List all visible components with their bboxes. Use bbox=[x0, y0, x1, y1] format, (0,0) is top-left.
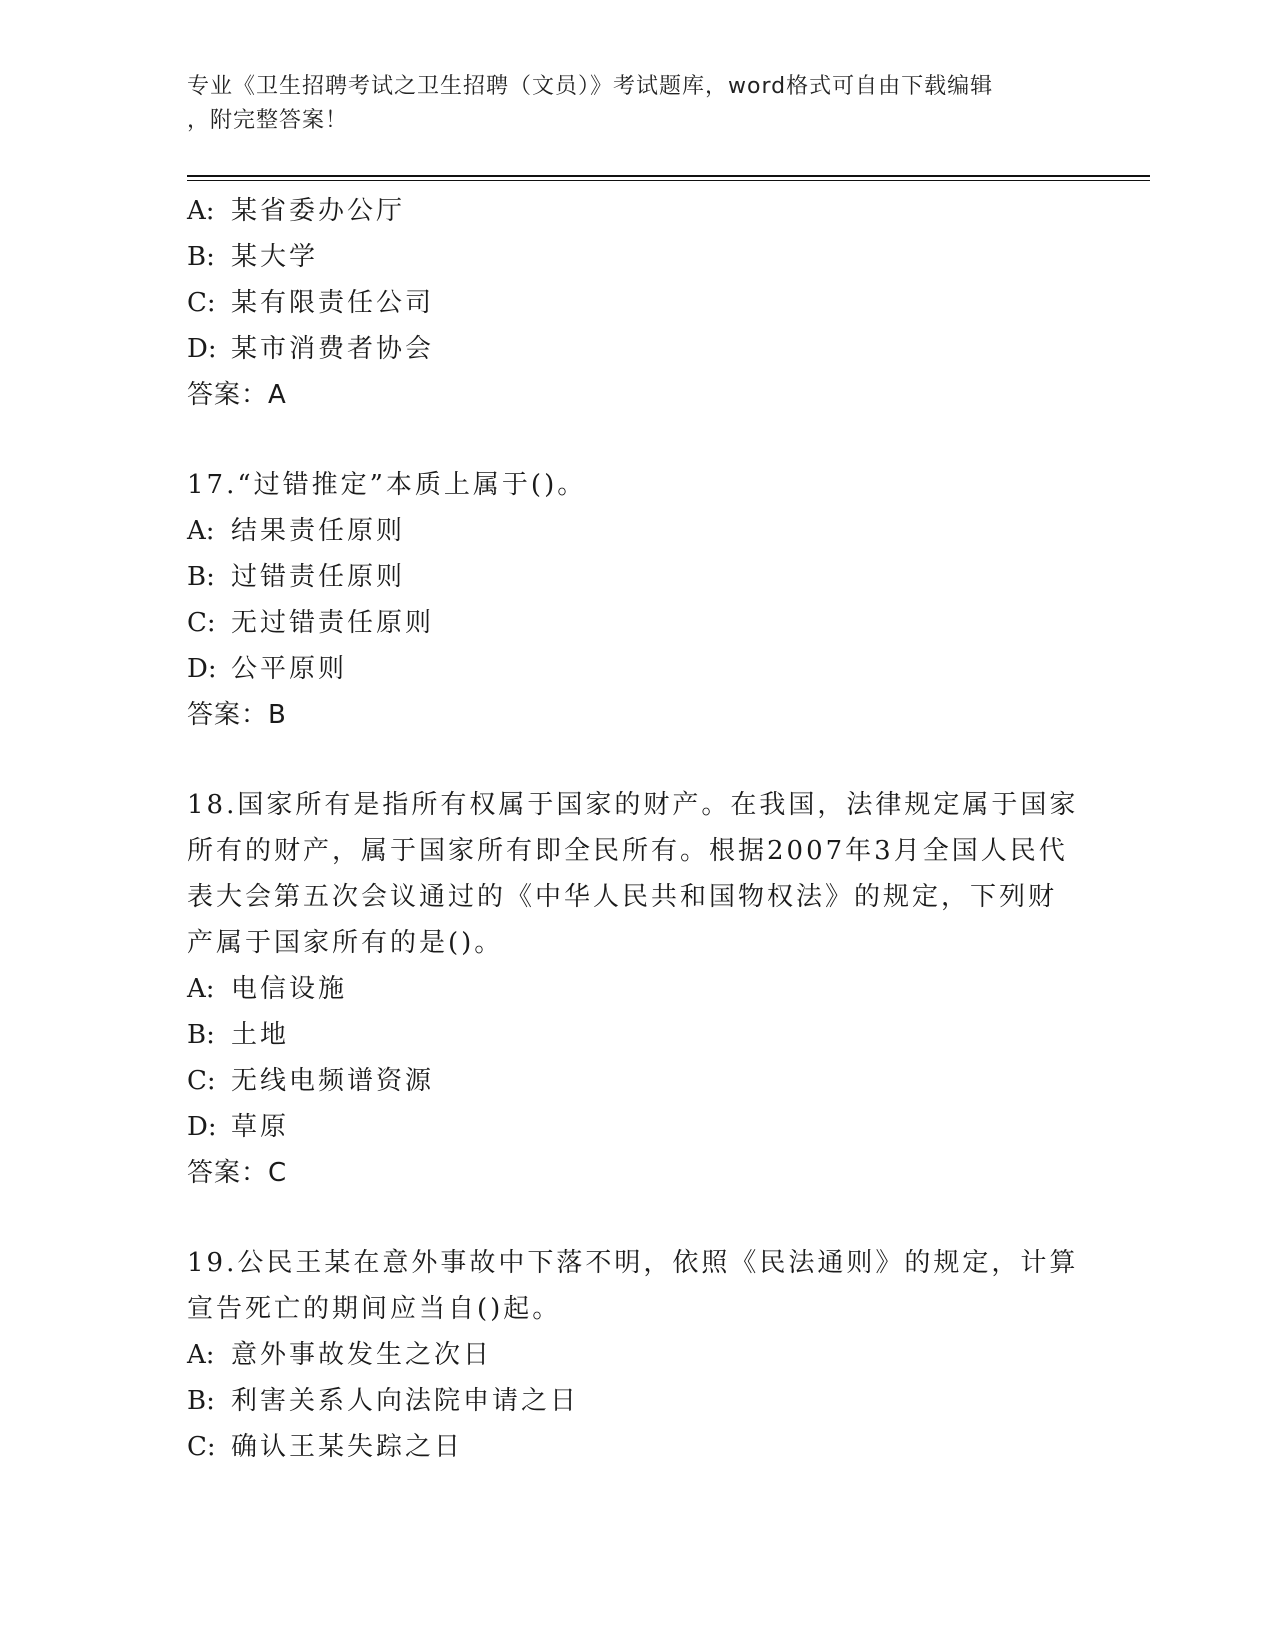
option-letter: A: bbox=[187, 196, 215, 226]
spacer bbox=[187, 418, 1087, 462]
option-d bbox=[187, 646, 1087, 692]
option-letter: D: bbox=[187, 654, 217, 684]
option-text: 某有限责任公司 bbox=[231, 288, 435, 318]
option-text: 意外事故发生之次日 bbox=[231, 1340, 493, 1370]
option-letter: B: bbox=[187, 242, 215, 272]
question-16 bbox=[187, 188, 1087, 418]
option-a bbox=[187, 1332, 1087, 1378]
option-text: 某大学 bbox=[231, 242, 319, 272]
option-letter: D: bbox=[187, 334, 217, 364]
option-letter: B: bbox=[187, 1020, 215, 1050]
option-text: 无过错责任原则 bbox=[231, 608, 435, 638]
document-header bbox=[187, 70, 1067, 138]
option-a bbox=[187, 508, 1087, 554]
answer-line: 答案：B bbox=[187, 700, 287, 730]
answer-line: 答案：A bbox=[187, 380, 287, 410]
stem-line: 18.国家所有是指所有权属于国家的财产。在我国，法律规定属于国家 bbox=[187, 790, 1079, 820]
option-letter: B: bbox=[187, 1386, 215, 1416]
option-letter: A: bbox=[187, 974, 215, 1004]
option-letter: C: bbox=[187, 288, 216, 318]
stem-line: 所有的财产，属于国家所有即全民所有。根据2007年3月全国人民代 bbox=[187, 836, 1068, 866]
option-c bbox=[187, 600, 1087, 646]
option-d bbox=[187, 1104, 1087, 1150]
stem-line: 表大会第五次会议通过的《中华人民共和国物权法》的规定，下列财 bbox=[187, 882, 1058, 912]
question-18 bbox=[187, 782, 1087, 1196]
option-c bbox=[187, 280, 1087, 326]
option-b bbox=[187, 234, 1087, 280]
question-stem bbox=[187, 1240, 1079, 1332]
option-b bbox=[187, 1378, 1087, 1424]
option-b bbox=[187, 1012, 1087, 1058]
option-text: 过错责任原则 bbox=[231, 562, 406, 592]
question-content bbox=[187, 188, 1087, 1470]
header-rule-thick bbox=[187, 175, 1150, 177]
option-letter: A: bbox=[187, 1340, 215, 1370]
header-rule-thin bbox=[187, 180, 1150, 181]
option-text: 某省委办公厅 bbox=[231, 196, 406, 226]
option-letter: C: bbox=[187, 1432, 216, 1462]
option-a bbox=[187, 966, 1087, 1012]
option-text: 确认王某失踪之日 bbox=[231, 1432, 464, 1462]
option-text: 草原 bbox=[231, 1112, 290, 1142]
option-letter: A: bbox=[187, 516, 215, 546]
header-line-1: 专业《卫生招聘考试之卫生招聘（文员）》考试题库，word格式可自由下载编辑 bbox=[187, 74, 994, 99]
option-text: 电信设施 bbox=[231, 974, 348, 1004]
option-a bbox=[187, 188, 1087, 234]
option-text: 土地 bbox=[231, 1020, 290, 1050]
stem-line: 宣告死亡的期间应当自()起。 bbox=[187, 1294, 562, 1324]
option-letter: D: bbox=[187, 1112, 217, 1142]
option-letter: C: bbox=[187, 608, 216, 638]
option-letter: B: bbox=[187, 562, 215, 592]
option-b bbox=[187, 554, 1087, 600]
question-19 bbox=[187, 1240, 1087, 1470]
header-line-2: ，附完整答案！ bbox=[187, 108, 349, 133]
option-letter: C: bbox=[187, 1066, 216, 1096]
option-text: 利害关系人向法院申请之日 bbox=[231, 1386, 580, 1416]
answer-line: 答案：C bbox=[187, 1158, 288, 1188]
stem-line: 19.公民王某在意外事故中下落不明，依照《民法通则》的规定，计算 bbox=[187, 1248, 1079, 1278]
spacer bbox=[187, 1196, 1087, 1240]
spacer bbox=[187, 738, 1087, 782]
question-stem: 17.“过错推定”本质上属于()。 bbox=[187, 470, 587, 500]
option-text: 结果责任原则 bbox=[231, 516, 406, 546]
option-text: 公平原则 bbox=[231, 654, 348, 684]
stem-line: 产属于国家所有的是()。 bbox=[187, 928, 504, 958]
question-stem bbox=[187, 782, 1079, 966]
option-text: 无线电频谱资源 bbox=[231, 1066, 435, 1096]
option-c bbox=[187, 1424, 1087, 1470]
question-17 bbox=[187, 462, 1087, 738]
option-text: 某市消费者协会 bbox=[231, 334, 435, 364]
option-d bbox=[187, 326, 1087, 372]
option-c bbox=[187, 1058, 1087, 1104]
